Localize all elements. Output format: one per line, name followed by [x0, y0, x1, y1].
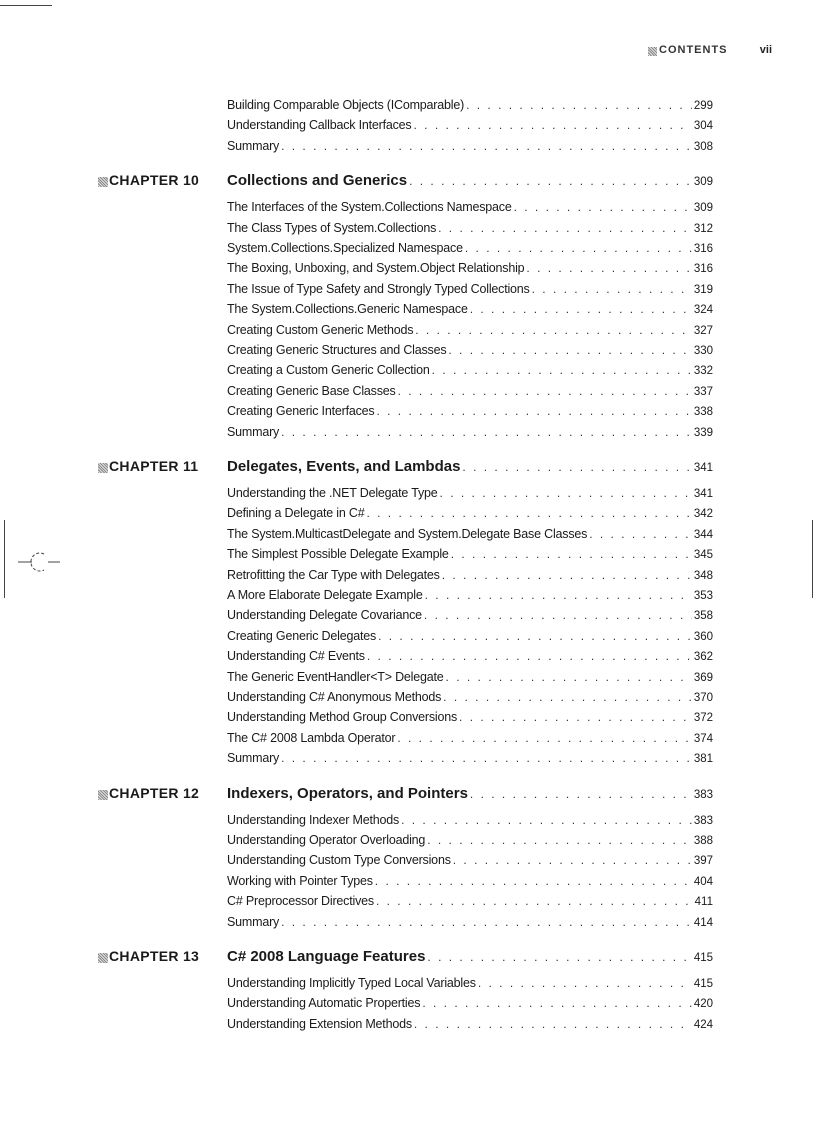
toc-entry-title: Creating Custom Generic Methods	[227, 322, 414, 337]
toc-entry[interactable]	[227, 894, 713, 911]
toc-entry[interactable]	[227, 874, 713, 891]
chapter-title: Indexers, Operators, and Pointers	[227, 784, 468, 802]
toc-entry-page: 360	[693, 630, 713, 643]
toc-entry-title: The Simplest Possible Delegate Example	[227, 547, 449, 562]
toc-entry[interactable]	[227, 282, 713, 299]
toc-entry[interactable]	[227, 813, 713, 830]
toc-entry-title: The System.MulticastDelegate and System.Delegate Base Classes	[227, 526, 588, 541]
toc-entry-line	[227, 649, 713, 663]
toc-entry-page: 312	[693, 222, 713, 235]
dot-leader	[432, 363, 692, 377]
toc-entry[interactable]	[227, 996, 713, 1013]
toc-entry[interactable]	[227, 1017, 713, 1034]
toc-entry-page: 316	[693, 263, 713, 276]
toc-entry[interactable]	[227, 221, 713, 238]
toc-entry-title: Understanding Delegate Covariance	[227, 608, 422, 623]
toc-entry-page: 339	[693, 426, 713, 439]
toc-entry[interactable]	[227, 261, 713, 278]
chapter-title-line	[227, 785, 713, 802]
chapter-title-link[interactable]	[227, 785, 713, 805]
toc-entry-title: Summary	[227, 138, 280, 153]
toc-entry[interactable]	[227, 486, 713, 503]
toc-entry-page: 383	[693, 814, 713, 827]
toc-entry[interactable]	[227, 731, 713, 748]
toc-entry-line	[227, 527, 713, 541]
dot-leader	[459, 710, 692, 724]
toc-entry-line	[227, 241, 713, 255]
dot-leader	[448, 343, 691, 357]
toc-entry-page: 424	[693, 1018, 713, 1031]
toc-entry-title: Working with Pointer Types	[227, 873, 373, 888]
toc-entry[interactable]	[227, 527, 713, 544]
registration-mark-icon	[16, 548, 62, 576]
chapter-title: Collections and Generics	[227, 172, 408, 190]
toc-entry-line	[227, 670, 713, 684]
toc-entry-page: 319	[693, 283, 713, 296]
chapter-label: CHAPTER 11	[109, 458, 199, 474]
toc-entry[interactable]	[227, 200, 713, 217]
dot-leader	[375, 874, 692, 888]
toc-entry-title: The Class Types of System.Collections	[227, 220, 437, 235]
toc-entry-page: 299	[693, 100, 713, 112]
toc-entry-page: 345	[693, 549, 713, 562]
toc-entry-title: Understanding Indexer Methods	[227, 812, 400, 827]
toc-entry[interactable]	[227, 425, 713, 442]
dot-leader	[414, 1017, 692, 1031]
toc-entry-title: Building Comparable Objects (IComparable)	[227, 98, 465, 112]
toc-entry[interactable]	[227, 568, 713, 585]
toc-entry-page: 404	[693, 875, 713, 888]
dot-leader	[453, 853, 692, 867]
chapter-title-link[interactable]	[227, 948, 713, 968]
toc-entry-page: 415	[693, 978, 713, 990]
dot-leader	[425, 588, 692, 602]
toc-entry-title: Retrofitting the Car Type with Delegates	[227, 567, 440, 582]
dot-leader	[514, 200, 692, 214]
dot-leader	[427, 833, 692, 847]
toc-entry-title: Understanding C# Anonymous Methods	[227, 690, 442, 704]
crop-mark-right	[812, 520, 813, 598]
toc-entry-line	[227, 486, 713, 500]
dot-leader	[451, 547, 692, 561]
toc-entry-page: 316	[693, 243, 713, 255]
toc-entry-page: 372	[693, 712, 713, 725]
dot-leader	[401, 813, 692, 827]
toc-entry-line	[227, 833, 713, 847]
dot-leader	[532, 282, 692, 296]
toc-entry-line	[227, 1017, 713, 1031]
toc-entry-line	[227, 384, 713, 398]
dot-leader	[442, 568, 692, 582]
toc-entry-line	[227, 547, 713, 561]
toc-entry[interactable]	[227, 833, 713, 850]
toc-entry-title: Defining a Delegate in C#	[227, 506, 365, 521]
toc-entry[interactable]	[227, 547, 713, 564]
dot-leader	[443, 690, 692, 704]
toc-entry[interactable]	[227, 118, 713, 135]
toc-entry[interactable]	[227, 649, 713, 666]
toc-entry[interactable]	[227, 139, 713, 156]
running-head-section: CONTENTS	[659, 44, 728, 56]
toc-entry-title: The Issue of Type Safety and Strongly Typed Collections	[227, 281, 530, 296]
toc-entry-line	[227, 282, 713, 296]
toc-entry-line	[227, 568, 713, 582]
toc-entry-title: Creating Generic Interfaces	[227, 404, 375, 419]
toc-entry-line	[227, 996, 713, 1010]
toc-entry-line	[227, 302, 713, 316]
toc-entry-title: The Boxing, Unboxing, and System.Object Relationship	[227, 261, 525, 276]
toc-entry-line	[227, 853, 713, 867]
toc-entry-page: 332	[693, 365, 713, 378]
dot-leader	[415, 323, 692, 337]
toc-entry-page: 362	[693, 651, 713, 664]
toc-entry-line	[227, 139, 713, 153]
chapter-marker-icon	[98, 463, 108, 473]
toc-entry-line	[227, 710, 713, 724]
chapter-label: CHAPTER 10	[109, 172, 200, 189]
section-marker-icon	[648, 47, 657, 56]
toc-entry-title: Creating a Custom Generic Collection	[227, 363, 430, 378]
chapter-marker-icon	[98, 790, 108, 800]
dot-leader	[281, 139, 692, 153]
dot-leader	[398, 384, 692, 398]
toc-entry[interactable]	[227, 710, 713, 727]
dot-leader	[526, 261, 691, 275]
toc-entry[interactable]	[227, 670, 713, 687]
dot-leader	[366, 506, 691, 520]
chapter-title-line	[227, 172, 713, 189]
toc-entry-title: Understanding Custom Type Conversions	[227, 853, 451, 868]
dot-leader	[367, 649, 692, 663]
toc-entry[interactable]	[227, 853, 713, 870]
dot-leader	[376, 894, 693, 908]
toc-entry-line	[227, 221, 713, 235]
chapter-page: 341	[693, 462, 713, 474]
toc-entry-page: 337	[693, 385, 713, 398]
toc-entry[interactable]	[227, 976, 713, 993]
toc-entry-page: 388	[693, 835, 713, 847]
toc-entry-line	[227, 98, 713, 112]
chapter-page: 309	[693, 176, 713, 189]
toc-entry-page: 397	[693, 855, 713, 868]
toc-entry-title: Understanding the .NET Delegate Type	[227, 486, 438, 500]
toc-entry-line	[227, 343, 713, 357]
toc-entry-line	[227, 200, 713, 214]
toc-entry[interactable]	[227, 363, 713, 380]
toc-entry-title: Understanding Method Group Conversions	[227, 710, 458, 725]
toc-entry-line	[227, 629, 713, 643]
toc-entry-title: Creating Generic Structures and Classes	[227, 343, 447, 357]
toc-entry[interactable]	[227, 506, 713, 523]
toc-entry-page: 374	[693, 732, 713, 745]
toc-entry-line	[227, 118, 713, 132]
toc-entry-title: Understanding Implicitly Typed Local Variables	[227, 976, 476, 990]
toc-entry[interactable]	[227, 98, 713, 115]
toc-entry-line	[227, 976, 713, 990]
toc-entry-page: 358	[693, 610, 713, 623]
toc-entry-title: Understanding Callback Interfaces	[227, 118, 412, 133]
toc-entry-line	[227, 404, 713, 418]
dot-leader	[376, 404, 691, 418]
dot-leader	[397, 731, 691, 745]
toc-entry[interactable]	[227, 629, 713, 646]
toc-entry-page: 327	[693, 324, 713, 337]
toc-entry-title: The Generic EventHandler<T> Delegate	[227, 669, 444, 684]
chapter-page: 383	[693, 788, 713, 801]
toc-entry-page: 369	[693, 671, 713, 684]
toc-entry[interactable]	[227, 608, 713, 625]
toc-entry-line	[227, 608, 713, 622]
toc-entry-page: 308	[693, 140, 713, 153]
toc-entry-title: The System.Collections.Generic Namespace	[227, 302, 468, 317]
chapter-title-line	[227, 948, 713, 965]
toc-entry-line	[227, 425, 713, 439]
toc-entry-page: 370	[693, 692, 713, 704]
dot-leader	[281, 425, 692, 439]
chapter-title-line	[227, 458, 713, 475]
toc-entry-line	[227, 894, 713, 908]
dot-leader	[478, 976, 692, 990]
toc-entry-title: The C# 2008 Lambda Operator	[227, 730, 396, 745]
dot-leader	[446, 670, 692, 684]
toc-entry-line	[227, 363, 713, 377]
chapter-marker-icon	[98, 177, 108, 187]
toc-entry-line	[227, 874, 713, 888]
toc-entry[interactable]	[227, 323, 713, 340]
toc-entry-page: 330	[693, 345, 713, 357]
toc-entry-page: 304	[693, 120, 713, 133]
dot-leader	[470, 302, 692, 316]
toc-entry-title: System.Collections.Specialized Namespace	[227, 241, 463, 255]
toc-entry-line	[227, 915, 713, 929]
dot-leader	[413, 118, 691, 132]
dot-leader	[438, 221, 692, 235]
toc-entry[interactable]	[227, 751, 713, 768]
dot-leader	[281, 915, 692, 929]
chapter-page: 415	[693, 952, 713, 964]
toc-entry-page: 338	[693, 406, 713, 419]
dot-leader	[470, 787, 692, 801]
dot-leader	[409, 174, 692, 188]
dot-leader	[589, 527, 692, 541]
toc-entry-title: C# Preprocessor Directives	[227, 894, 374, 909]
toc-entry-title: Understanding C# Events	[227, 649, 365, 664]
dot-leader	[424, 608, 692, 622]
toc-entry-page: 324	[693, 304, 713, 317]
toc-entry-page: 420	[693, 998, 713, 1011]
toc-entry-line	[227, 751, 713, 765]
chapter-title-link[interactable]	[227, 172, 713, 192]
toc-entry[interactable]	[227, 343, 713, 360]
chapter-marker-icon	[98, 953, 108, 963]
toc-entry-page: 344	[693, 528, 713, 541]
chapter-title-link[interactable]	[227, 458, 713, 478]
dot-leader	[427, 950, 691, 964]
toc-entry-line	[227, 261, 713, 275]
toc-entry-title: Summary	[227, 751, 280, 766]
toc-entry-line	[227, 323, 713, 337]
toc-entry-page: 348	[693, 569, 713, 582]
running-head-page-number: vii	[759, 44, 772, 56]
toc-entry-title: Summary	[227, 914, 280, 929]
toc-entry-title: Understanding Operator Overloading	[227, 833, 426, 847]
toc-entry[interactable]	[227, 588, 713, 605]
dot-leader	[440, 486, 692, 500]
toc-entry-title: The Interfaces of the System.Collections Namespace	[227, 200, 512, 215]
crop-mark-left	[4, 520, 5, 598]
toc-entry[interactable]	[227, 690, 713, 707]
running-head	[560, 44, 772, 60]
toc-entry-page: 414	[693, 916, 713, 929]
toc-entry[interactable]	[227, 384, 713, 401]
dot-leader	[462, 460, 691, 474]
chapter-label: CHAPTER 13	[109, 948, 200, 964]
toc-entry-title: Creating Generic Base Classes	[227, 383, 396, 398]
crop-mark-top	[0, 5, 52, 6]
chapter-label: CHAPTER 12	[109, 784, 200, 801]
toc-entry-page: 381	[693, 753, 713, 766]
toc-entry-title: Creating Generic Delegates	[227, 628, 377, 643]
toc-entry[interactable]	[227, 915, 713, 932]
toc-entry-line	[227, 588, 713, 602]
chapter-title: C# 2008 Language Features	[227, 948, 426, 965]
dot-leader	[378, 629, 692, 643]
toc-entry-title: Understanding Automatic Properties	[227, 996, 421, 1011]
chapter-title: Delegates, Events, and Lambdas	[227, 458, 461, 475]
toc-entry-line	[227, 506, 713, 520]
toc-entry-title: A More Elaborate Delegate Example	[227, 588, 423, 602]
dot-leader	[281, 751, 692, 765]
toc-entry-page: 353	[693, 590, 713, 602]
toc-entry-page: 309	[693, 202, 713, 215]
toc-entry-page: 341	[693, 488, 713, 500]
toc-entry[interactable]	[227, 404, 713, 421]
toc-entry-line	[227, 731, 713, 745]
toc-entry-title: Understanding Extension Methods	[227, 1016, 412, 1031]
toc-entry-page: 342	[693, 508, 713, 521]
toc-entry-line	[227, 813, 713, 827]
toc-entry-title: Summary	[227, 424, 280, 439]
dot-leader	[422, 996, 692, 1010]
toc-entry[interactable]	[227, 241, 713, 258]
dot-leader	[465, 241, 692, 255]
dot-leader	[466, 98, 692, 112]
toc-entry[interactable]	[227, 302, 713, 319]
toc-entry-page: 411	[694, 896, 713, 909]
toc-entry-line	[227, 690, 713, 704]
